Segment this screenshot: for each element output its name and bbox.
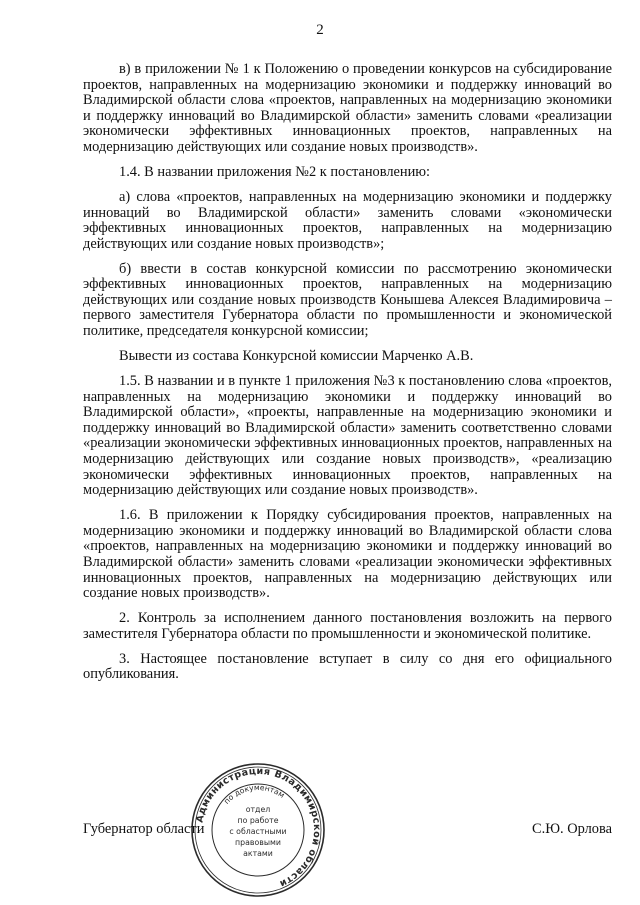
stamp-center-line-4: правовыми [235, 838, 281, 847]
stamp-center-line-2: по работе [237, 816, 279, 825]
paragraph-1-6: 1.6. В приложении к Порядку субсидирования проектов, направленных на модернизацию экономики и поддержку инноваций во Владимирской области слова «проектов, направленных на модернизацию экономики и поддержку инноваций во Владимирской области» заменить словами «реализации экономически эффективных инновационных проектов, направленных на модернизацию действующих или создание новых производств». [83, 507, 612, 602]
stamp-center-line-1: отдел [245, 805, 271, 814]
paragraph-item-v: в) в приложении № 1 к Положению о проведении конкурсов на субсидирование проектов, направленных на модернизацию экономики и поддержку инноваций во Владимирской области слова «проектов, направленных на модернизацию экономики и поддержку инноваций во Владимирской области» заменить словами «реализации экономически эффективных инновационных проектов, направленных на модернизацию действующих или создание новых производств». [83, 61, 612, 155]
document-body [83, 62, 612, 692]
paragraph-3-effective: 3. Настоящее постановление вступает в силу со дня его официального опубликования. [83, 650, 612, 683]
signer-name: С.Ю. Орлова [532, 821, 612, 837]
stamp-inner-text [222, 783, 286, 806]
paragraph-1-4: 1.4. В названии приложения №2 к постановлению: [119, 163, 431, 180]
paragraph-2-control: 2. Контроль за исполнением данного постановления возложить на первого заместителя Губернатора области по промышленности и экономической политике. [83, 610, 612, 642]
paragraph-item-b: б) ввести в состав конкурсной комиссии по рассмотрению экономически эффективных инновационных проектов, направленных на модернизацию действующих или создание новых производств Конышева Алексея Владимировича – первого заместителя Губернатора области по промышленности и экономической политике, председателя конкурсной комиссии; [83, 260, 612, 340]
stamp-center-line-3: с областными [229, 827, 287, 836]
paragraph-item-a: а) слова «проектов, направленных на модернизацию экономики и поддержку инноваций во Владимирской области» заменить словами «экономически эффективных инновационных проектов, направленных на модернизацию действующих или создание новых производств»; [83, 188, 612, 252]
signer-title: Губернатор области [83, 821, 205, 837]
paragraph-remove-member: Вывести из состава Конкурсной комиссии Марченко А.В. [119, 348, 474, 365]
stamp-center-line-5: актами [243, 849, 273, 858]
stamp-inner-path: по документам [222, 782, 287, 806]
page-number: 2 [316, 22, 324, 38]
paragraph-1-5: 1.5. В названии и в пункте 1 приложения №3 к постановлению слова «проектов, направленных на модернизацию экономики и поддержку инноваций во Владимирской области», «проекты, направленные на модернизацию экономики и поддержку инноваций во Владимирской области» заменить соответственно словами «реализации экономически эффективных инновационных проектов, направленных на модернизацию действующих или создание новых производств», «реализацию экономически эффективных инновационных проектов, направленных на модернизацию действующих или создание новых производств». [83, 373, 612, 499]
stamp-outer-path: Администрация Владимирской области [194, 765, 323, 890]
